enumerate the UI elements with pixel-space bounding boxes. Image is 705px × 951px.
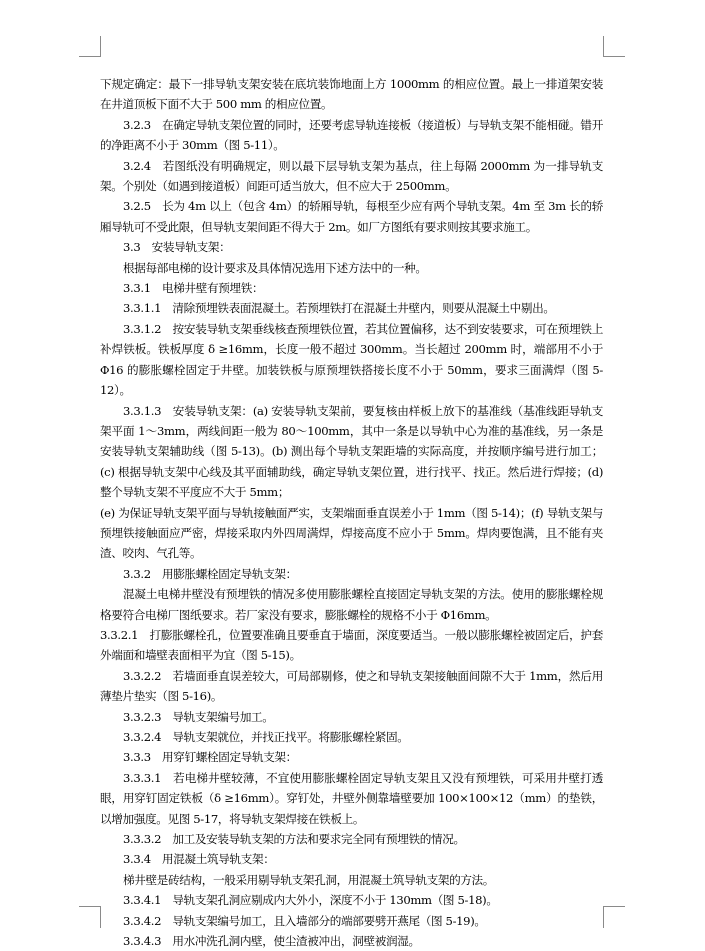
paragraph: 3.3.4.2 导轨支架编号加工，且入墙部分的端部要劈开燕尾（图 5-19)。 [123, 913, 486, 928]
crop-mark-top-right-v [603, 36, 604, 57]
section-heading: 3.3.4 用混凝土筑导轨支架： [123, 852, 275, 867]
paragraph: 3.2.5 长为 4m 以上（包含 4m）的轿厢导轨，每根至少应有两个导轨支架。4m 至 3m 长的轿厢导轨可不受此限，但导轨支架间距不得大于 2m。如厂方图纸有要求则按其要求施工。 [100, 199, 603, 234]
document-body [100, 74, 603, 951]
crop-mark-top-left-h [79, 56, 101, 57]
paragraph: 3.3.2.4 导轨支架就位，并找正找平。将膨胀螺栓紧固。 [123, 730, 409, 744]
paragraph: 根据每部电梯的设计要求及具体情况选用下述方法中的一种。 [123, 260, 427, 275]
paragraph: 3.3.1.1 清除预埋铁表面混凝土。若预埋铁打在混凝土井壁内，则要从混凝土中剔出。 [123, 301, 555, 316]
paragraph: 3.3.2.2 若墙面垂直误差较大，可局部剔修，使之和导轨支架接触面间隙不大于 1mm，然后用薄垫片垫实（图 5-16)。 [100, 668, 603, 704]
paragraph: 3.3.4.3 用水冲洗孔洞内壁，使尘渣被冲出，洞壁被润湿。 [123, 934, 420, 949]
crop-mark-bottom-right-h [603, 906, 625, 907]
paragraph: 3.2.4 若图纸没有明确规定，则以最下层导轨支架为基点，往上每隔 2000mm 为一排导轨支架。个别处（如遇到接道板）间距可适当放大，但不应大于 2500mm。 [100, 158, 603, 194]
paragraph: 3.3.2.1 打膨胀螺栓孔，位置要准确且要垂直于墙面，深度要适当。一般以膨胀螺栓被固定后，护套外端面和墙壁表面相平为宜（图 5-15)。 [100, 627, 603, 663]
crop-mark-top-left-v [100, 36, 101, 57]
paragraph: 3.3.4.1 导轨支架孔洞应剔成内大外小，深度不小于 130mm（图 5-18)。 [123, 893, 498, 908]
crop-mark-bottom-left-h [79, 906, 101, 907]
section-heading: 3.3.2 用膨胀螺栓固定导轨支架： [123, 566, 297, 581]
paragraph: 混凝土电梯井壁没有预埋铁的情况多使用膨胀螺栓直接固定导轨支架的方法。使用的膨胀螺栓规格要符合电梯厂图纸要求。若厂家没有要求，膨胀螺栓的规格不小于 Φ16mm。 [100, 587, 603, 622]
paragraph: 3.3.3.1 若电梯井壁较薄，不宜使用膨胀螺栓固定导轨支架且又没有预埋铁，可采用井壁打透眼，用穿钉固定铁板（δ ≥16mm）。穿钉处，井壁外侧靠墙壁要加 100×100×12（mm）的垫铁，以增加强度。见图 5-17，将导轨支架焊接在铁板上。 [100, 770, 603, 826]
paragraph: 3.2.3 在确定导轨支架位置的同时，还要考虑导轨连接板（接道板）与导轨支架不能相碰。错开的净距离不小于 30mm（图 5-11）。 [100, 117, 603, 153]
crop-mark-top-right-h [603, 56, 625, 57]
paragraph: 3.3.3.2 加工及安装导轨支架的方法和要求完全同有预埋铁的情况。 [123, 832, 465, 847]
section-heading: 3.3.3 用穿钉螺栓固定导轨支架： [123, 750, 297, 765]
section-heading: 3.3 安装导轨支架： [123, 240, 231, 255]
paragraph: 3.3.2.3 导轨支架编号加工。 [123, 709, 274, 724]
paragraph: 3.3.1.3 安装导轨支架：(a) 安装导轨支架前，要复核由样板上放下的基准线（基准线距导轨支架平面 1～3mm，两线间距一般为 80～100mm，其中一条是以导轨中心为准的基准线，另一条是安装导轨支架辅助线（图 5-13)。(b) 测出每个导轨支架距墙的实际高度，并按顺序编号进行加工；(c) 根据导轨支架中心线及其平面辅助线，确定导轨支架位置，进行找平、找正。然后进行焊接；(d) 整个导轨支架不平度应不大于 5mm； [100, 403, 603, 500]
paragraph: 梯井壁是砖结构，一般采用剔导轨支架孔洞，用混凝土筑导轨支架的方法。 [123, 872, 495, 887]
section-heading: 3.3.1 电梯井壁有预埋铁： [123, 281, 264, 296]
paragraph: 3.3.1.2 按安装导轨支架垂线核查预埋铁位置，若其位置偏移，达不到安装要求，可在预埋铁上补焊铁板。铁板厚度 δ ≥16mm，长度一般不超过 300mm。当长超过 200mm 时，端部用不小于 Φ16 的膨胀螺栓固定于井壁。加装铁板与原预埋铁搭接长度不小于 50mm，要求三面满焊（图 5-12）。 [100, 321, 603, 398]
paragraph: 下规定确定：最下一排导轨支架安装在底坑装饰地面上方 1000mm 的相应位置。最上一排道架安装在井道顶板下面不大于 500 mm 的相应位置。 [100, 77, 603, 112]
crop-mark-bottom-right-v [603, 906, 604, 928]
paragraph: (e) 为保证导轨支架平面与导轨接触面严实，支架端面垂直误差小于 1mm（图 5-14)；(f) 导轨支架与预埋铁接触面应严密，焊接采取内外四周满焊，焊接高度不应小于 5mm。焊肉要饱满，且不能有夹渣、咬肉、气孔等。 [100, 505, 603, 561]
